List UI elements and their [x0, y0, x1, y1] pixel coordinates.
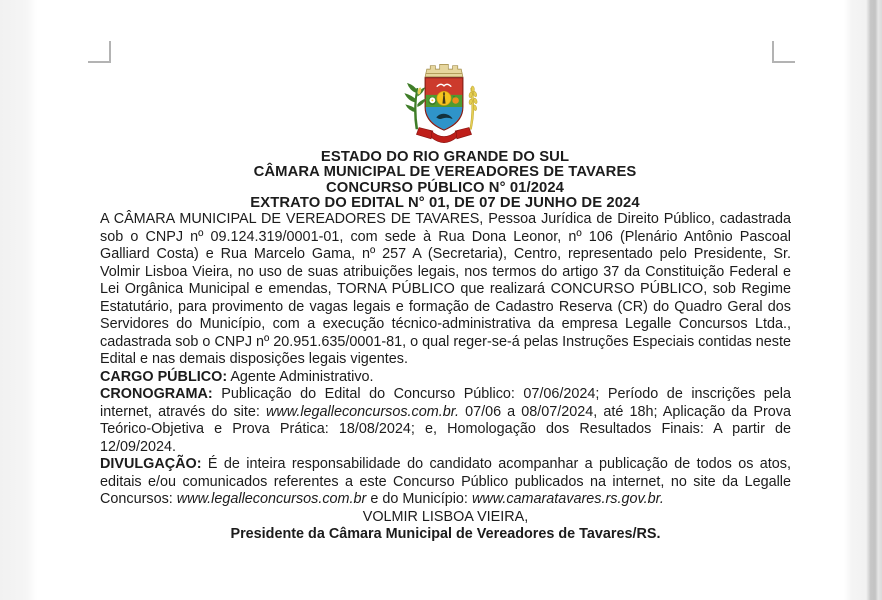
signature-block [100, 509, 791, 544]
page-left-margin-shade [0, 0, 37, 600]
divulgacao-url-legalle: www.legalleconcursos.com.br [176, 491, 367, 507]
fold-mark-right [772, 41, 795, 63]
cronograma-text-2: 07/06 a 08/07/2024, até 18h; Aplicação da Prova Teórico-Objetiva e Prova Prática: 18/08/2024; e, Homologação dos Resultados Finais: A partir de 12/09/2024. [100, 403, 791, 455]
cronograma-label: CRONOGRAMA: [100, 386, 213, 402]
header-chamber-line: CÂMARA MUNICIPAL DE VEREADORES DE TAVARES [253, 164, 637, 181]
cronograma-url: www.legalleconcursos.com.br. [265, 403, 459, 420]
opening-paragraph-text: A CÂMARA MUNICIPAL DE VEREADORES DE TAVARES, Pessoa Jurídica de Direito Público, cadastrada sob o CNPJ nº 09.124.319/0001-01, com sede à Rua Dona Leonor, nº 106 (Plenário Antônio Pascoal Galliard Costa) e Rua Marcelo Gama, nº 257 A (Secretaria), Centro, representado pelo Presidente, Sr. Volmir Lisboa Vieira, no uso de suas atribuições legais, nos termos do artigo 37 da Constituição Federal e Lei Orgânica Municipal e emendas, TORNA PÚBLICO que realizará CONCURSO PÚBLICO, sob Regime Estatutário, para provimento de vagas legais e formação de Cadastro Reserva (CR) do Quadro Geral dos Servidores do Município, com a execução técnico-administrativa da empresa Legalle Concursos Ltda., cadastrada sob o CNPJ nº 20.951.635/0001-81, o qual reger-se-á pelas Instruções Especiais contidas neste Edital e nas demais disposições legais vigentes. [100, 211, 791, 367]
divulgacao-text-1: É de inteira responsabilidade do candidato acompanhar a publicação de todos os atos, editais e/ou comunicados referentes a este Concurso Público publicados na internet, no site da Legalle Concursos: [100, 456, 791, 507]
divulgacao-url-municipio: www.camaratavares.rs.gov.br. [471, 491, 664, 507]
fold-mark-left [88, 41, 111, 63]
cargo-label: CARGO PÚBLICO: [100, 368, 228, 385]
tavares-coat-of-arms-icon [401, 61, 487, 146]
cargo-text: Agente Administrativo. [227, 368, 374, 385]
signature-title: Presidente da Câmara Municipal de Vereadores de Tavares/RS. [230, 526, 661, 542]
flower-icon [428, 97, 436, 105]
corn-stalk-icon [404, 83, 426, 129]
wheat-stalk-icon [469, 86, 478, 130]
header-state-line: ESTADO DO RIO GRANDE DO SUL [320, 149, 570, 165]
header-contest-line: CONCURSO PÚBLICO N° 01/2024 [325, 179, 565, 196]
divulgacao-text-2: e do Município: [366, 491, 472, 507]
page-right-edge-shadow [844, 0, 882, 600]
cronograma-paragraph [100, 386, 791, 456]
shield [425, 78, 463, 130]
shield-sea-blue [426, 107, 463, 130]
cargo-line [100, 369, 791, 387]
opening-paragraph [100, 211, 791, 369]
mural-crown-icon [425, 64, 463, 76]
cronograma-text-1: Publicação do Edital do Concurso Público: 07/06/2024; Período de inscrições pela internet, através do site: [100, 386, 791, 420]
divulgacao-paragraph [100, 456, 791, 509]
divulgacao-label: DIVULGAÇÃO: [100, 456, 202, 472]
signature-name: VOLMIR LISBOA VIEIRA, [362, 508, 529, 525]
document-header [96, 150, 794, 212]
document-body [100, 211, 791, 544]
header-edital-line: EXTRATO DO EDITAL N° 01, DE 07 DE JUNHO DE 2024 [250, 195, 640, 212]
